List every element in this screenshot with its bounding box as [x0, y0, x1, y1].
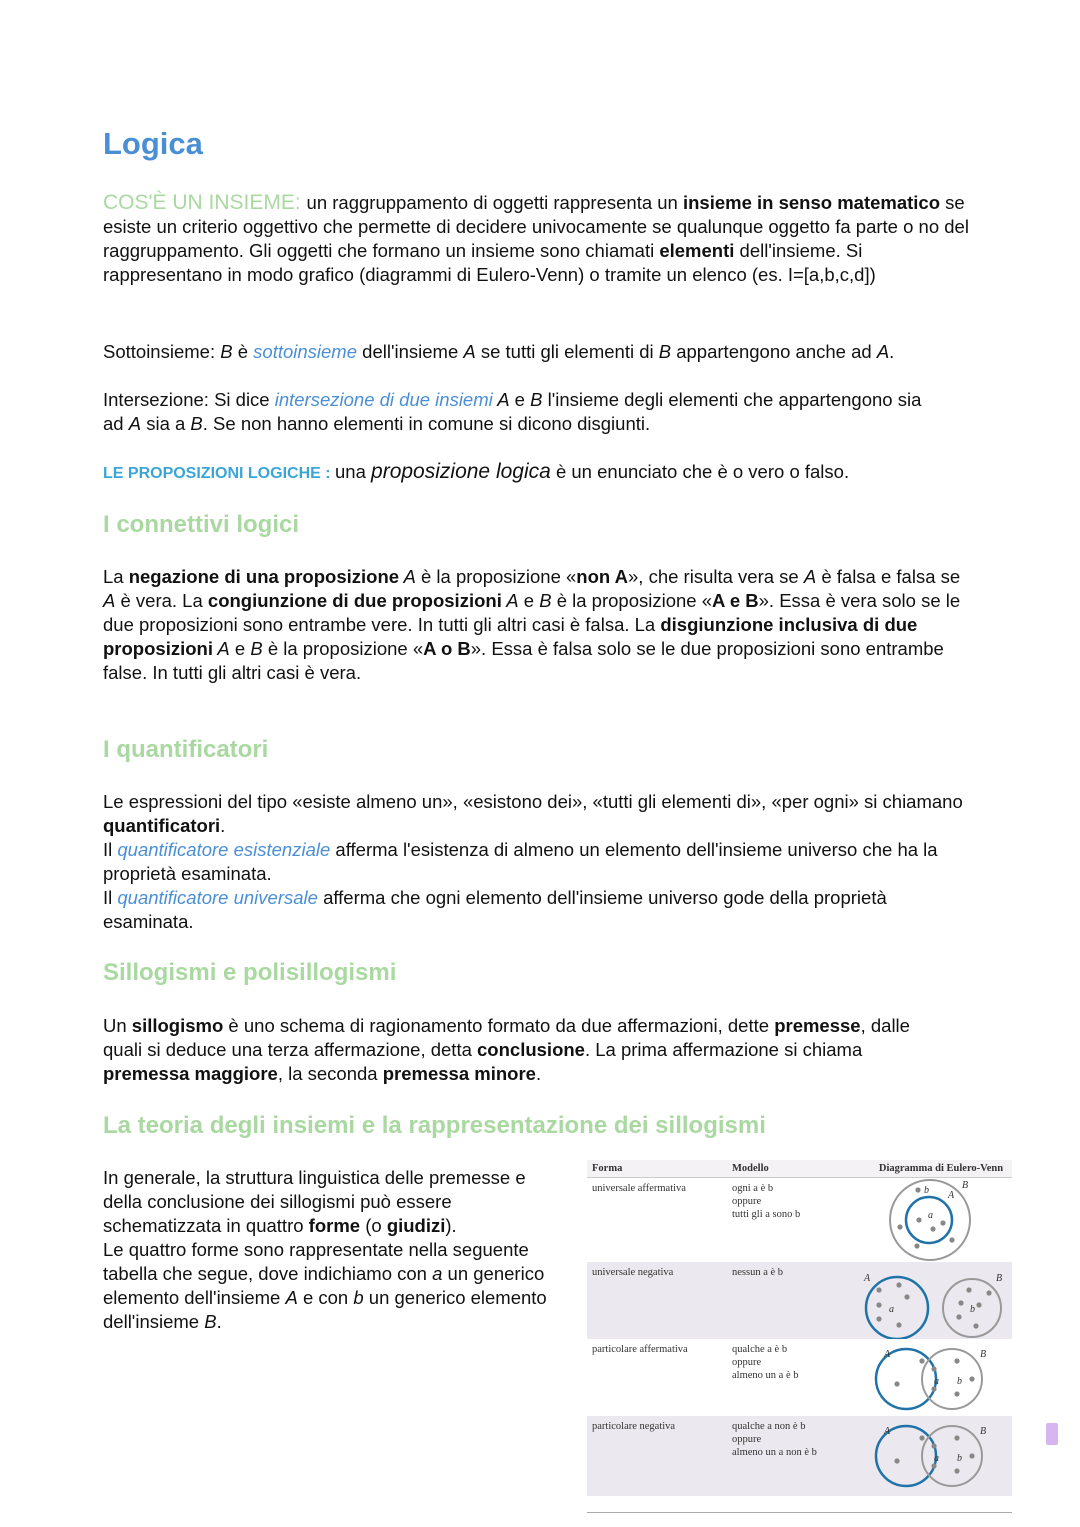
paragraph-connettivi: [103, 565, 973, 685]
paragraph-sillogismi: [103, 1014, 953, 1086]
label-A: A: [884, 1349, 891, 1360]
heading-quantificatori: I quantificatori: [103, 736, 269, 763]
text-segment: è: [232, 341, 254, 362]
sillogismi-table: [587, 1160, 1012, 1496]
text-segment: negazione di una proposizione: [128, 566, 400, 587]
text-segment: A: [501, 590, 519, 611]
text-segment: sia a: [141, 413, 191, 434]
text-segment: , la seconda: [277, 1063, 383, 1084]
element-dot: [969, 1376, 974, 1381]
paragraph-sottoinsieme: [103, 340, 953, 364]
text-segment: COS'È UN INSIEME:: [103, 191, 307, 214]
label-a: a: [889, 1304, 894, 1315]
text-segment: afferma l'esistenza di almeno un elemento dell'insieme universo che ha la proprietà esaminata.: [103, 839, 938, 884]
text-segment: A: [803, 566, 817, 587]
text-segment: ». Essa è vera solo se le due proposizioni sono entrambe vere. In tutti gli altri casi è falsa. La: [103, 590, 961, 635]
text-segment: A: [212, 638, 230, 659]
element-dot: [958, 1300, 963, 1305]
text-segment: quantificatori: [103, 815, 221, 836]
text-segment: b: [353, 1287, 364, 1308]
paragraph-intersezione: [103, 388, 933, 436]
cell-modello: [732, 1416, 870, 1496]
text-segment: è la proposizione «: [415, 566, 577, 587]
element-dot: [969, 1453, 974, 1458]
paragraph-insieme: [103, 191, 983, 287]
cell-forma: particolare negativa: [592, 1421, 676, 1432]
modello-line: tutti gli a sono b: [732, 1209, 801, 1220]
text-segment: un raggruppamento di oggetti rappresenta un: [306, 192, 683, 213]
text-segment: A: [492, 389, 510, 410]
text-segment: è la proposizione «: [262, 638, 424, 659]
text-segment: A: [103, 590, 116, 611]
text-segment: .: [216, 1311, 222, 1332]
text-segment: se tutti gli elementi di: [475, 341, 659, 362]
text-segment: e: [518, 590, 540, 611]
text-segment: intersezione di due insiemi: [274, 389, 493, 410]
element-dot: [986, 1290, 991, 1295]
element-dot: [897, 1224, 902, 1229]
text-segment: congiunzione di due proposizioni: [207, 590, 502, 611]
text-segment: Un: [103, 1015, 132, 1036]
element-dot: [954, 1358, 959, 1363]
text-segment: La: [103, 566, 129, 587]
table-row: [587, 1178, 1012, 1262]
venn-diagram: [862, 1178, 1012, 1262]
element-dot: [940, 1220, 945, 1225]
text-segment: A: [285, 1287, 298, 1308]
modello-line: ogni a è b: [732, 1183, 774, 1194]
text-segment: .: [535, 1063, 542, 1084]
text-segment: Sottoinsieme:: [103, 341, 221, 362]
text-segment: forme: [308, 1215, 361, 1236]
text-segment: non A: [576, 566, 629, 587]
element-dot: [876, 1287, 881, 1292]
element-dot: [876, 1302, 881, 1307]
text-segment: B: [250, 638, 263, 659]
text-segment: .: [889, 341, 895, 362]
modello-line: oppure: [732, 1434, 762, 1445]
label-A: A: [884, 1426, 891, 1437]
cell-modello: [732, 1262, 870, 1339]
heading-connettivi: I connettivi logici: [103, 511, 300, 538]
text-segment: è la proposizione «: [551, 590, 713, 611]
element-dot: [894, 1381, 899, 1386]
modello-line: qualche a non è b: [732, 1421, 806, 1432]
text-segment: è vera. La: [115, 590, 208, 611]
cell-forma: universale affermativa: [592, 1183, 686, 1194]
text-segment: ).: [445, 1215, 457, 1236]
text-segment: e: [509, 389, 531, 410]
text-segment: LE PROPOSIZIONI LOGICHE :: [103, 465, 336, 482]
table-bottom-rule: [587, 1512, 1012, 1513]
text-segment: A: [399, 566, 416, 587]
text-segment: B: [220, 341, 233, 362]
element-dot: [876, 1316, 881, 1321]
label-A: A: [948, 1190, 955, 1201]
element-dot: [904, 1294, 909, 1299]
label-A: A: [864, 1273, 871, 1284]
heading-teoria: La teoria degli insiemi e la rappresentazione dei sillogismi: [103, 1112, 766, 1139]
text-segment: B: [204, 1311, 217, 1332]
element-dot: [931, 1386, 936, 1391]
text-segment: Intersezione: Si dice: [103, 389, 275, 410]
element-dot: [919, 1435, 924, 1440]
text-segment: è uno schema di ragionamento formato da due affermazioni, dette: [223, 1015, 775, 1036]
paragraph-teoria: [103, 1166, 558, 1334]
text-segment: proposizione logica: [371, 460, 551, 483]
text-segment: appartengono anche ad: [671, 341, 877, 362]
header-modello: Modello: [732, 1163, 769, 1174]
element-dot: [956, 1314, 961, 1319]
element-dot: [894, 1458, 899, 1463]
cell-modello: [732, 1178, 870, 1262]
text-segment: e: [229, 638, 251, 659]
text-segment: se esiste un criterio oggettivo che permette di decidere univocamente se qualunque oggetto fa parte o no del raggruppamento. Gli oggetti che formano un insieme sono chiamati: [103, 192, 969, 261]
label-B: B: [980, 1349, 987, 1360]
element-dot: [931, 1443, 936, 1448]
text-segment: è falsa e falsa se: [816, 566, 961, 587]
text-segment: B: [658, 341, 672, 362]
text-segment: A e B: [712, 590, 759, 611]
element-dot: [954, 1391, 959, 1396]
cell-forma: particolare affermativa: [592, 1344, 688, 1355]
text-segment: A o B: [423, 638, 471, 659]
text-segment: elementi: [659, 240, 735, 261]
text-segment: B: [539, 590, 552, 611]
element-dot: [914, 1243, 919, 1248]
element-dot: [931, 1463, 936, 1468]
cell-modello: [732, 1339, 870, 1416]
heading-sillogismi: Sillogismi e polisillogismi: [103, 959, 397, 986]
text-segment: una: [335, 461, 372, 482]
paragraph-quantificatori: [103, 790, 978, 934]
text-segment: ». Essa è falsa solo se le due proposizioni sono entrambe false. In tutti gli altri casi è vera.: [103, 638, 944, 683]
text-segment: Le quattro forme sono rappresentate nella seguente tabella che segue, dove indichiamo con: [103, 1239, 529, 1284]
scroll-marker[interactable]: [1046, 1423, 1058, 1445]
label-B: B: [962, 1180, 969, 1191]
venn-diagram: [862, 1262, 1012, 1339]
paragraph-proposizioni: [103, 460, 1003, 486]
element-dot: [931, 1366, 936, 1371]
text-segment: , dalle quali si deduce una terza affermazione, detta: [103, 1015, 910, 1060]
element-dot: [896, 1282, 901, 1287]
venn-diagram: [862, 1416, 1012, 1496]
text-segment: l'insieme degli elementi che appartengono sia ad: [103, 389, 922, 434]
label-b: b: [957, 1376, 962, 1387]
text-segment: A: [128, 413, 142, 434]
cell-forma: universale negativa: [592, 1267, 674, 1278]
element-dot: [973, 1323, 978, 1328]
label-B: B: [996, 1273, 1003, 1284]
table-row: [587, 1339, 1012, 1416]
text-segment: sillogismo: [131, 1015, 224, 1036]
label-a: a: [934, 1376, 939, 1387]
element-dot: [949, 1237, 954, 1242]
label-B: B: [980, 1426, 987, 1437]
text-segment: un generico elemento dell'insieme: [103, 1287, 547, 1332]
text-segment: dell'insieme: [357, 341, 464, 362]
text-segment: un generico elemento dell'insieme: [103, 1263, 545, 1308]
text-segment: Le espressioni del tipo «esiste almeno un», «esistono dei», «tutti gli elementi di», «per ogni» si chiamano: [103, 791, 963, 812]
text-segment: quantificatore esistenziale: [117, 839, 331, 860]
element-dot: [954, 1435, 959, 1440]
text-segment: Il: [103, 887, 118, 908]
text-segment: », che risulta vera se: [628, 566, 804, 587]
element-dot: [896, 1322, 901, 1327]
element-dot: [976, 1302, 981, 1307]
label-b: b: [970, 1304, 975, 1315]
text-segment: dell'insieme. Si rappresentano in modo grafico (diagrammi di Eulero-Venn) o tramite un elenco (es. I=[a,b,c,d]): [103, 240, 876, 285]
element-dot: [954, 1468, 959, 1473]
page-title: Logica: [103, 126, 203, 161]
text-segment: A: [463, 341, 476, 362]
label-a: a: [928, 1210, 933, 1221]
header-forma: Forma: [592, 1163, 623, 1174]
text-segment: A: [876, 341, 890, 362]
text-segment: e con: [297, 1287, 354, 1308]
modello-line: oppure: [732, 1357, 762, 1368]
label-a: a: [934, 1453, 939, 1464]
venn-diagram: [862, 1339, 1012, 1416]
element-dot: [915, 1187, 920, 1192]
text-segment: afferma che ogni elemento dell'insieme universo gode della proprietà esaminata.: [103, 887, 887, 932]
modello-line: qualche a è b: [732, 1344, 788, 1355]
modello-line: almeno un a è b: [732, 1370, 799, 1381]
table-header: [587, 1160, 1012, 1178]
text-segment: .: [220, 815, 226, 836]
header-diagramma: Diagramma di Eulero-Venn: [878, 1163, 1004, 1174]
table-row: [587, 1262, 1012, 1339]
text-segment: Il: [103, 839, 118, 860]
text-segment: In generale, la struttura linguistica delle premesse e della conclusione dei sillogismi può essere schematizzata in quattro: [103, 1167, 526, 1236]
element-dot: [966, 1287, 971, 1292]
text-segment: premessa minore: [382, 1063, 536, 1084]
label-b: b: [924, 1185, 929, 1196]
label-b: b: [957, 1453, 962, 1464]
table-row: [587, 1416, 1012, 1496]
element-dot: [930, 1226, 935, 1231]
text-segment: premessa maggiore: [103, 1063, 278, 1084]
text-segment: B: [190, 413, 203, 434]
element-dot: [916, 1217, 921, 1222]
modello-line: almeno un a non è b: [732, 1447, 817, 1458]
text-segment: sottoinsieme: [253, 341, 358, 362]
text-segment: è un enunciato che è o vero o falso.: [550, 461, 850, 482]
element-dot: [919, 1358, 924, 1363]
text-segment: (o: [360, 1215, 387, 1236]
text-segment: premesse: [774, 1015, 861, 1036]
text-segment: . Se non hanno elementi in comune si dicono disgiunti.: [202, 413, 651, 434]
modello-line: oppure: [732, 1196, 762, 1207]
text-segment: insieme in senso matematico: [682, 192, 941, 213]
modello-line: nessun a è b: [732, 1267, 784, 1278]
text-segment: . La prima affermazione si chiama: [584, 1039, 863, 1060]
text-segment: B: [530, 389, 543, 410]
text-segment: disgiunzione inclusiva di due proposizioni: [103, 614, 918, 659]
text-segment: giudizi: [386, 1215, 446, 1236]
text-segment: a: [432, 1263, 443, 1284]
text-segment: conclusione: [477, 1039, 585, 1060]
text-segment: quantificatore universale: [117, 887, 318, 908]
